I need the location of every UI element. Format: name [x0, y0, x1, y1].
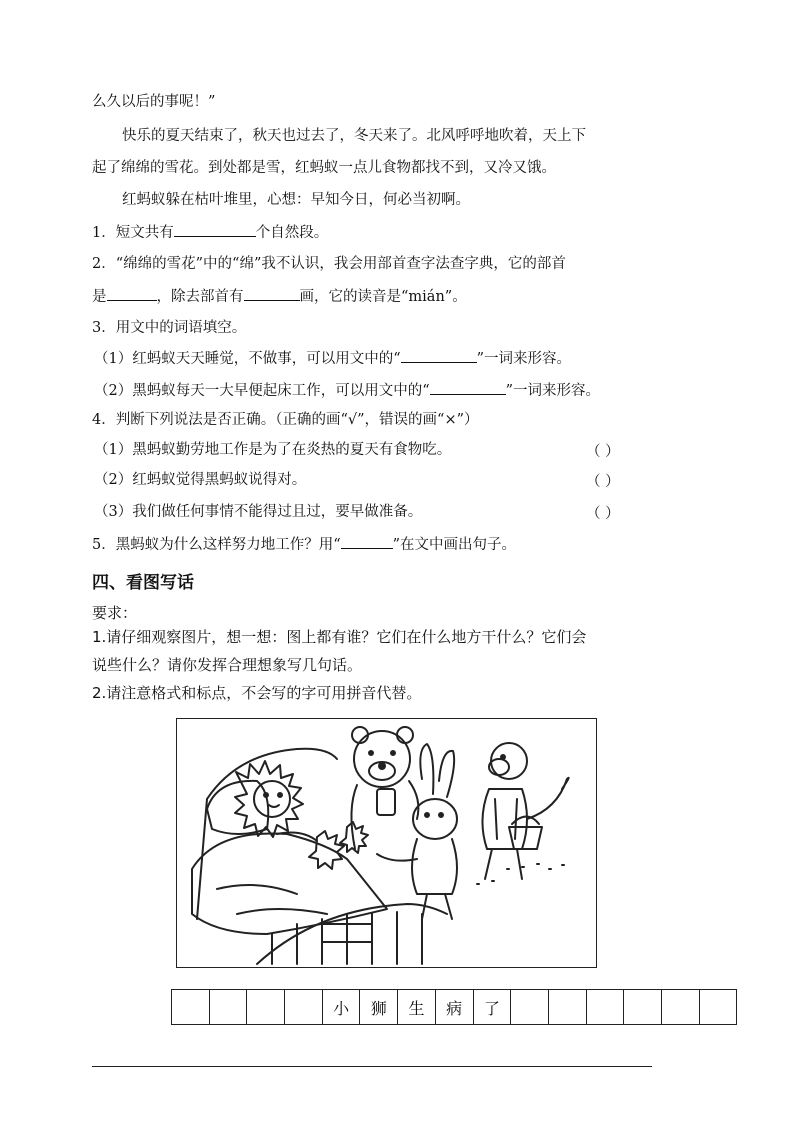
grid-cell[interactable]	[549, 989, 587, 1025]
question-3-1: （1）红蚂蚁天天睡觉，不做事，可以用文中的“ ”一词来形容。	[94, 348, 571, 369]
answer-blank[interactable]	[107, 286, 157, 301]
answer-blank[interactable]	[401, 348, 477, 363]
underline-sample	[341, 534, 393, 549]
grid-cell[interactable]	[587, 989, 625, 1025]
answer-paren[interactable]: （ ）	[586, 474, 620, 490]
answer-blank[interactable]	[244, 286, 300, 301]
grid-cell[interactable]	[700, 989, 738, 1025]
answer-blank[interactable]	[174, 222, 256, 237]
requirement-1: 1.请仔细观察图片，想一想：图上都有谁？它们在什么地方干什么？它们会	[92, 628, 587, 646]
grid-cell[interactable]: 病	[436, 989, 474, 1025]
grid-cell[interactable]	[210, 989, 248, 1025]
question-5: 5．黑蚂蚁为什么这样努力地工作？用“ ”在文中画出句子。	[92, 534, 516, 555]
grid-cell[interactable]: 狮	[360, 989, 398, 1025]
question-3-2: （2）黑蚂蚁每天一大早便起床工作，可以用文中的“ ”一词来形容。	[94, 380, 600, 401]
question-3: 3．用文中的词语填空。	[92, 320, 247, 336]
grid-cell[interactable]	[247, 989, 285, 1025]
answer-blank[interactable]	[430, 380, 506, 395]
grid-cell[interactable]	[511, 989, 549, 1025]
grid-cell[interactable]	[624, 989, 662, 1025]
question-4-2: （2）红蚂蚁觉得黑蚂蚁说得对。	[94, 472, 307, 488]
sick-lion-illustration	[177, 719, 595, 966]
section-heading: 四、看图写话	[92, 573, 194, 593]
story-line: 么久以后的事呢！”	[92, 94, 216, 110]
question-2-cont: 是 ，除去部首有 画，它的读音是“mián”。	[92, 286, 467, 307]
question-1: 1．短文共有 个自然段。	[92, 222, 328, 243]
writing-grid	[171, 989, 737, 1025]
question-2: 2．“绵绵的雪花”中的“绵”我不认识，我会用部首查字法查字典，它的部首	[92, 256, 566, 272]
grid-cell[interactable]: 生	[398, 989, 436, 1025]
grid-cell[interactable]	[172, 989, 210, 1025]
requirement-2: 2.请注意格式和标点，不会写的字可用拼音代替。	[92, 684, 422, 702]
illustration-frame	[176, 718, 597, 968]
story-line: 红蚂蚁躲在枯叶堆里，心想：早知今日，何必当初啊。	[122, 192, 470, 208]
story-line: 起了绵绵的雪花。到处都是雪，红蚂蚁一点儿食物都找不到，又冷又饿。	[92, 160, 556, 176]
answer-paren[interactable]: （ ）	[586, 506, 620, 522]
grid-cell[interactable]	[662, 989, 700, 1025]
question-4-1: （1）黑蚂蚁勤劳地工作是为了在炎热的夏天有食物吃。	[94, 442, 452, 458]
answer-paren[interactable]: （ ）	[586, 444, 620, 460]
requirements-label: 要求：	[92, 604, 138, 622]
question-4-3: （3）我们做任何事情不能得过且过，要早做准备。	[94, 504, 423, 520]
grid-cell[interactable]: 小	[323, 989, 361, 1025]
story-line: 快乐的夏天结束了，秋天也过去了，冬天来了。北风呼呼地吹着，天上下	[122, 128, 586, 144]
requirement-1-cont: 说些什么？请你发挥合理想象写几句话。	[92, 656, 363, 674]
question-4: 4．判断下列说法是否正确。（正确的画“√”，错误的画“×”）	[92, 412, 479, 428]
grid-cell[interactable]	[285, 989, 323, 1025]
answer-line[interactable]	[92, 1066, 652, 1067]
grid-cell[interactable]: 了	[474, 989, 512, 1025]
